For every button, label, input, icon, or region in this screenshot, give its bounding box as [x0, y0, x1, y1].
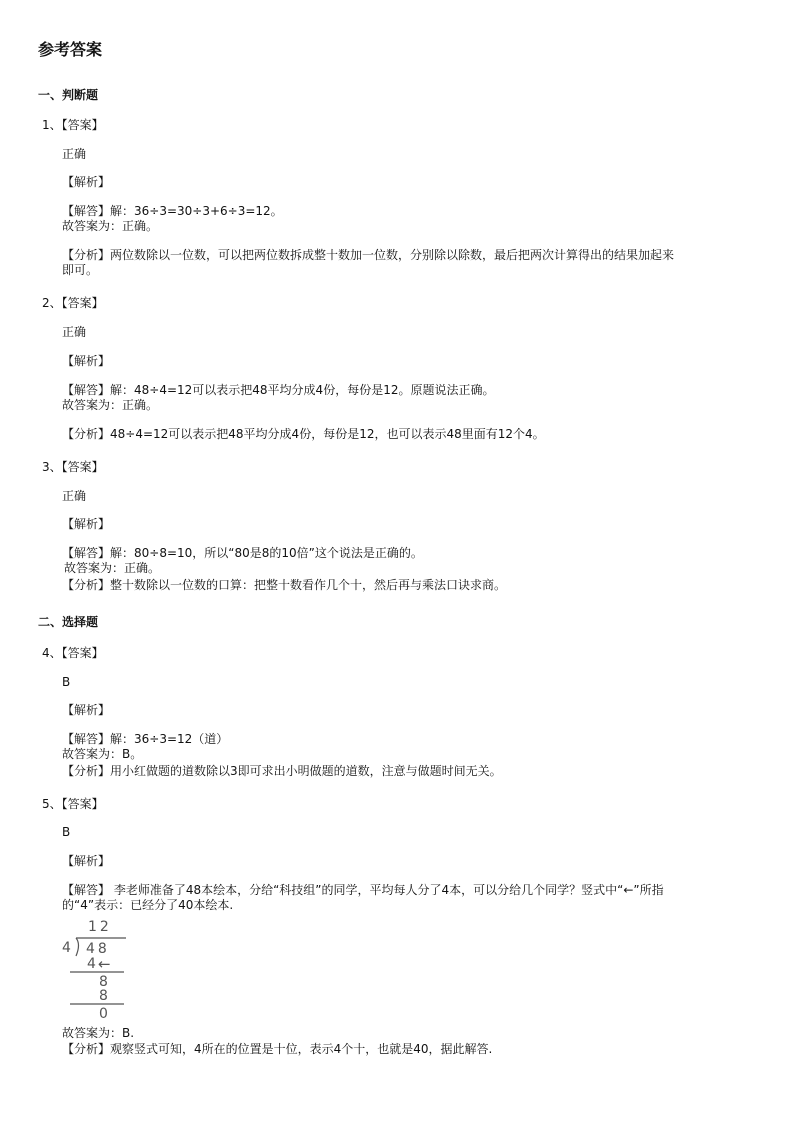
ld-arrow: ←	[98, 955, 111, 973]
q1-so: 故答案为：正确。	[62, 219, 159, 233]
ld-step2: 8	[99, 988, 108, 1004]
q1-fenxi-line1: 【分析】两位数除以一位数，可以把两位数拆成整十数加一位数，分别除以除数，最后把两次计算得出的结果加起来	[62, 248, 675, 262]
q5-number: 5、【答案】	[42, 797, 104, 811]
ld-step1: 4	[87, 956, 96, 972]
q4-fenxi: 【分析】用小红做题的道数除以3即可求出小明做题的道数，注意与做题时间无关。	[62, 764, 502, 778]
q1-solution: 【解答】解：36÷3=30÷3+6÷3=12。	[62, 204, 283, 218]
q2-fenxi: 【分析】48÷4=12可以表示把48平均分成4份，每份是12，也可以表示48里面有12个4。	[62, 427, 545, 441]
q3-fenxi: 【分析】整十数除以一位数的口算：把整十数看作几个十，然后再与乘法口诀求商。	[62, 578, 507, 592]
q2-analysis-label: 【解析】	[62, 354, 111, 368]
q4-answer: B	[62, 675, 71, 689]
q5-fenxi: 【分析】观察竖式可知，4所在的位置是十位，表示4个十，也就是40，据此解答.	[62, 1042, 493, 1056]
q5-analysis-label: 【解析】	[62, 854, 111, 868]
long-division-figure	[60, 916, 140, 1022]
q5-solution-line1: 【解答】 李老师准备了48本绘本，分给“科技组”的同学，平均每人分了4本，可以分给几个同学？竖式中“←”所指	[62, 883, 664, 897]
q3-solution: 【解答】解：80÷8=10，所以“80是8的10倍”这个说法是正确的。	[62, 546, 423, 560]
ld-quotient: 12	[88, 919, 112, 935]
q5-answer: B	[62, 825, 71, 839]
q2-number: 2、【答案】	[42, 296, 104, 310]
q3-so: 故答案为：正确。	[64, 561, 161, 575]
q2-so: 故答案为：正确。	[62, 398, 159, 412]
q3-number: 3、【答案】	[42, 460, 104, 474]
q1-answer: 正确	[62, 147, 87, 161]
q3-answer: 正确	[62, 489, 87, 503]
q4-so: 故答案为：B。	[62, 747, 143, 761]
ld-bring-down: 8	[99, 974, 108, 990]
q1-fenxi-line2: 即可。	[62, 263, 99, 277]
q4-number: 4、【答案】	[42, 646, 104, 660]
ld-divisor: 4	[62, 940, 71, 956]
q4-analysis-label: 【解析】	[62, 703, 111, 717]
ld-remainder: 0	[99, 1006, 108, 1022]
q2-solution: 【解答】解：48÷4=12可以表示把48平均分成4份，每份是12。原题说法正确。	[62, 383, 495, 397]
section-heading-judgement: 一、判断题	[38, 88, 99, 102]
q1-number: 1、【答案】	[42, 118, 104, 132]
q2-answer: 正确	[62, 325, 87, 339]
q1-analysis-label: 【解析】	[62, 175, 111, 189]
page-title: 参考答案	[38, 40, 103, 59]
q3-analysis-label: 【解析】	[62, 517, 111, 531]
section-heading-choice: 二、选择题	[38, 615, 99, 629]
q4-solution: 【解答】解：36÷3=12（道）	[62, 732, 229, 746]
q5-so: 故答案为：B.	[62, 1026, 135, 1040]
ld-dividend: 48	[86, 941, 110, 957]
q5-solution-line2: 的“4”表示：已经分了40本绘本.	[62, 898, 234, 912]
